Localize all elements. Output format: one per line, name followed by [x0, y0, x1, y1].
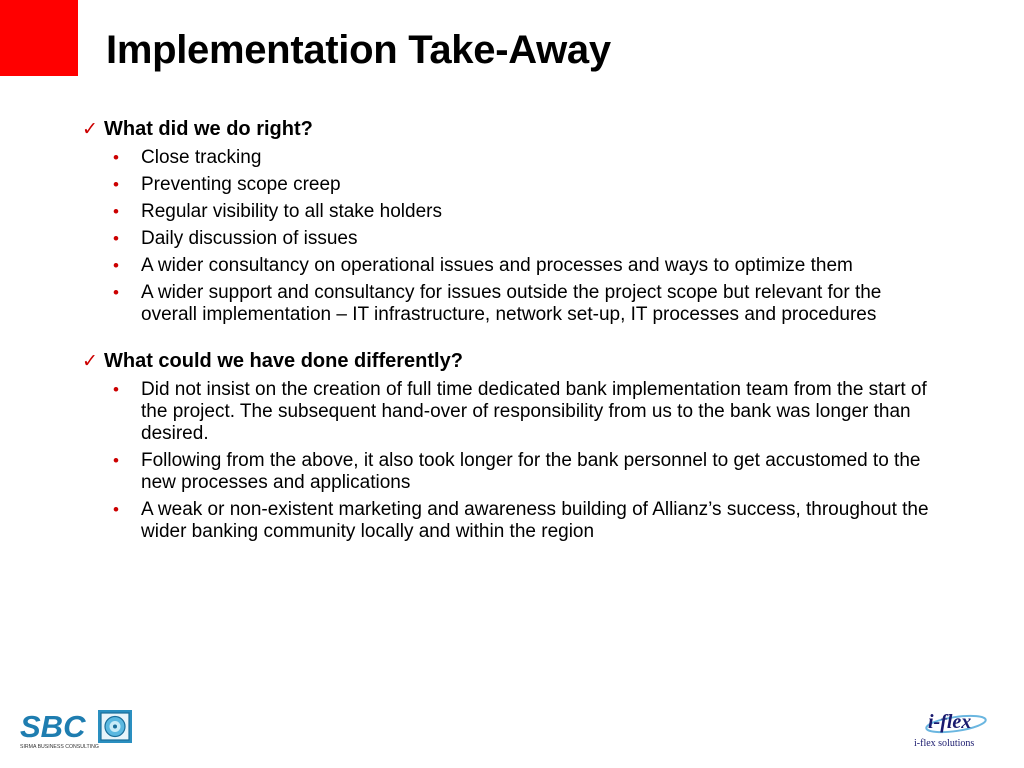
- sbc-logo: [18, 706, 138, 752]
- list-item: [113, 147, 936, 169]
- bullet-list: [76, 147, 936, 326]
- list-item: [113, 282, 936, 326]
- bullet-icon: •: [113, 451, 119, 470]
- iflex-logo: [908, 706, 1004, 752]
- section-heading: What did we do right?: [104, 118, 313, 140]
- list-item: [113, 228, 936, 250]
- section-done-differently: [76, 348, 936, 543]
- sbc-logo-text: SBC: [20, 709, 86, 744]
- iflex-logo-subtext: i-flex solutions: [914, 738, 975, 749]
- list-item-text: A weak or non-existent marketing and awareness building of Allianz’s success, throughout the wider banking community locally and within the region: [141, 499, 929, 542]
- checkmark-icon: ✓: [82, 351, 98, 372]
- list-item: [113, 499, 936, 543]
- list-item: [113, 255, 936, 277]
- bullet-icon: •: [113, 500, 119, 519]
- list-item: [113, 379, 936, 445]
- bullet-icon: •: [113, 283, 119, 302]
- bullet-icon: •: [113, 229, 119, 248]
- slide-content: [76, 116, 936, 543]
- section-heading-row: [76, 348, 936, 374]
- list-item-text: Preventing scope creep: [141, 174, 341, 195]
- list-item-text: Daily discussion of issues: [141, 228, 358, 249]
- bullet-icon: •: [113, 202, 119, 221]
- section-heading: What could we have done differently?: [104, 350, 463, 372]
- sbc-emblem-icon: [98, 710, 132, 743]
- iflex-logo-text: i-flex: [928, 711, 972, 733]
- bullet-list: [76, 379, 936, 543]
- list-item: [113, 201, 936, 223]
- list-item: [113, 174, 936, 196]
- list-item-text: Close tracking: [141, 147, 262, 168]
- bullet-icon: •: [113, 148, 119, 167]
- list-item-text: Regular visibility to all stake holders: [141, 201, 442, 222]
- slide-title: Implementation Take-Away: [106, 28, 611, 72]
- list-item-text: Did not insist on the creation of full time dedicated bank implementation team from the start of the project. The subsequent hand-over of responsibility from us to the bank was longer than desired.: [141, 379, 927, 444]
- section-heading-row: [76, 116, 936, 142]
- title-accent-block: [0, 0, 78, 76]
- list-item-text: A wider support and consultancy for issues outside the project scope but relevant for the overall implementation – IT infrastructure, network set-up, IT processes and procedures: [141, 282, 882, 325]
- list-item-text: Following from the above, it also took longer for the bank personnel to get accustomed to the new processes and applications: [141, 450, 921, 493]
- bullet-icon: •: [113, 175, 119, 194]
- checkmark-icon: ✓: [82, 119, 98, 140]
- list-item: [113, 450, 936, 494]
- bullet-icon: •: [113, 256, 119, 275]
- bullet-icon: •: [113, 380, 119, 399]
- section-done-right: [76, 116, 936, 326]
- sbc-logo-subtext: SIRMA BUSINESS CONSULTING: [20, 744, 99, 750]
- list-item-text: A wider consultancy on operational issues and processes and ways to optimize them: [141, 255, 853, 276]
